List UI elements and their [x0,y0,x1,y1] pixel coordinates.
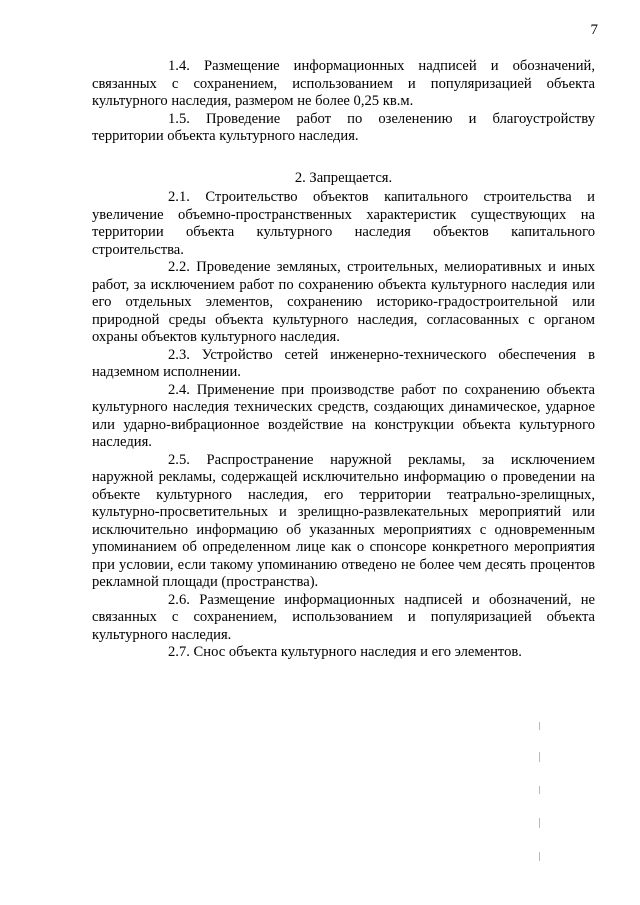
item-text: Строительство объектов капитального строительства и увеличение объемно-пространственных характеристик существующих на территории объекта культурного наследия объектов капитального строительства. [92,189,595,258]
item-text: Применение при производстве работ по сохранению объекта культурного наследия технических средств, создающих динамическое, ударное или ударно-вибрационное воздействие на конструкции объекта культурного наследия. [92,381,595,450]
item-number: 1.4. [168,58,190,74]
item-number: 2.4. [168,381,190,398]
item-number: 2.7. [168,644,190,660]
item-text: Размещение информационных надписей и обозначений, связанных с сохранением, использованием и популяризацией объекта культурного наследия, размером не более 0,25 кв.м. [92,58,596,109]
list-item [92,189,595,259]
item-number: 1.5. [168,110,190,127]
list-item [92,111,595,146]
item-text: Размещение информационных надписей и обозначений, не связанных с сохранением, использованием и популяризацией объекта культурного наследия. [92,591,595,643]
page-number: 7 [590,22,598,38]
item-text: Распространение наружной рекламы, за исключением наружной рекламы, содержащей исключительно информацию о проведении на объекте культурного наследия, его территории театрально-зрелищных, культурно-просветительных и зрелищно-развлекательных мероприятий или исключительно информацию об указанных мероприятиях с одновременным упоминанием об определенном лице как о спонсоре конкретного мероприятия при условии, если такому упоминанию отведено не более чем десять процентов рекламной площади (пространства). [92,451,595,590]
section-heading: 2. Запрещается. [294,169,393,186]
item-number: 2.3. [168,346,190,363]
scan-artifact [539,752,540,762]
item-number: 2.5. [168,451,190,468]
list-item [92,58,595,111]
list-item [92,592,595,645]
list-item [92,644,595,662]
list-item [92,259,595,347]
item-number: 2.1. [168,189,190,205]
list-item [92,382,595,452]
scan-artifact [539,818,540,828]
item-text: Снос объекта культурного наследия и его элементов. [193,644,522,660]
scan-artifact [539,852,540,861]
page-content [92,58,595,662]
list-item [92,452,595,592]
item-number: 2.2. [168,259,190,275]
list-item [92,347,595,382]
item-text: Проведение земляных, строительных, мелиоративных и иных работ, за исключением работ по сохранению объекта культурного наследия или его отдельных элементов, сохранению историко-градостроительной или природной среды объекта культурного наследия, согласованных с органом охраны объектов культурного наследия. [92,259,595,345]
scan-artifact [539,722,540,730]
scan-artifact [539,786,540,794]
item-text: Проведение работ по озеленению и благоустройству территории объекта культурного наследия. [92,110,595,144]
section-gap [92,146,595,158]
item-number: 2.6. [168,591,190,608]
item-text: Устройство сетей инженерно-технического обеспечения в надземном исполнении. [92,346,595,380]
